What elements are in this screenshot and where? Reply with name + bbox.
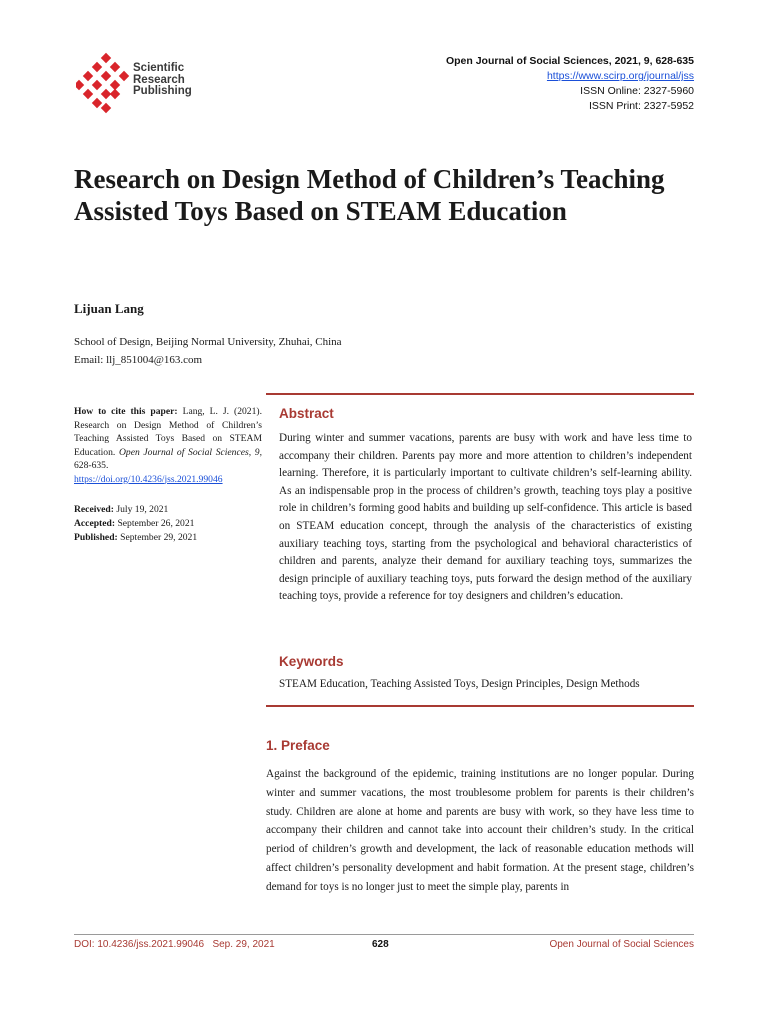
footer-rule — [74, 934, 694, 935]
affiliation-block — [74, 333, 342, 369]
footer-page-number: 628 — [372, 939, 389, 950]
abstract-heading: Abstract — [279, 406, 334, 421]
issn-online: ISSN Online: 2327-5960 — [580, 85, 694, 97]
footer-doi: DOI: 10.4236/jss.2021.99046 Sep. 29, 2021 — [74, 939, 275, 950]
logo-diamond — [92, 62, 102, 72]
author-name: Lijuan Lang — [74, 301, 144, 316]
abstract-text: During winter and summer vacations, parents are busy with work and have less time to accompany their children. Parents pay more and more attention to children’s independent learning. Therefore, it is particularly important to cultivate children’s self-learning ability. As an indispensable prop in the process of children’s growth, teaching toys play a positive role in children’s forming good habits and building up self-confidence. This article is based on STEAM education concept, through the analysis of the characteristics of existing auxiliary teaching toys, starting from the psychological and behavioral characteristics of children and parents, analyze their demand for auxiliary teaching toys, summarizes the design principle of auxiliary teaching toys, puts forward the design method of the auxiliary teaching toys, provide a reference for toy designers and children’s education. — [279, 432, 692, 603]
journal-url-link[interactable]: https://www.scirp.org/journal/jss — [546, 70, 694, 82]
journal-citation-line: Open Journal of Social Sciences, 2021, 9, 628-635 — [445, 55, 694, 67]
logo-diamond — [92, 80, 102, 90]
article-dates — [74, 503, 197, 545]
logo-diamond — [76, 80, 84, 90]
how-to-cite — [74, 405, 262, 486]
publisher-line-3: Publishing — [133, 85, 192, 97]
issn-print: ISSN Print: 2327-5952 — [588, 100, 694, 112]
logo-diamond — [101, 89, 111, 99]
logo-diamond — [110, 89, 120, 99]
preface-body: Against the background of the epidemic, training institutions are no longer popular. During winter and summer vacations, the most troublesome problem for parents is their children’s study. Children are alone at home and parents are busy with work, so they have less time to accompany their children and cannot take into account their children’s study. In the critical period of children’s growth and development, the lack of reasonable education methods will affect children’s personality development and habit formation. At the present stage, children’s demand for toys is no longer just to meet the simple play, parents in — [266, 768, 694, 893]
scirp-diamond-icon — [76, 52, 136, 114]
keywords-text: STEAM Education, Teaching Assisted Toys, Design Principles, Design Methods — [279, 678, 640, 690]
section-heading-preface: 1. Preface — [266, 738, 330, 753]
footer-journal: Open Journal of Social Sciences — [549, 939, 694, 950]
logo-diamond — [83, 71, 93, 81]
cite-journal: Open Journal of Social Sciences, 9, — [118, 446, 262, 458]
paper-title: Research on Design Method of Children’s Teaching Assisted Toys Based on STEAM Education — [74, 164, 665, 226]
logo-diamond — [101, 71, 111, 81]
logo-diamond — [110, 62, 120, 72]
logo-diamond — [119, 71, 129, 81]
abstract-bottom-rule — [266, 705, 694, 707]
received-date: Received: July 19, 2021 — [74, 504, 169, 515]
email: Email: llj_851004@163.com — [74, 354, 203, 366]
journal-info — [446, 54, 694, 114]
publisher-name — [133, 63, 192, 98]
cite-doi-link[interactable]: https://doi.org/10.4236/jss.2021.99046 — [74, 473, 223, 485]
cite-pages: 628-635. — [74, 460, 109, 471]
keywords-heading: Keywords — [279, 654, 344, 669]
cite-label: How to cite this paper: — [74, 406, 178, 417]
logo-diamond — [83, 89, 93, 99]
affiliation: School of Design, Beijing Normal University, Zhuhai, China — [74, 336, 342, 348]
published-date: Published: September 29, 2021 — [74, 532, 198, 543]
logo-diamond — [92, 98, 102, 108]
footer-date: Sep. 29, 2021 — [212, 939, 275, 950]
cite-text: Lang, L. J. (2021). Research on Design Method of Children’s Teaching Assisted Toys Based on STEAM Education. — [74, 406, 262, 458]
logo-diamond — [101, 53, 111, 63]
logo-diamond — [110, 80, 120, 90]
publisher-line-2: Research — [133, 73, 185, 86]
accepted-date: Accepted: September 26, 2021 — [74, 518, 195, 529]
publisher-line-1: Scientific — [133, 62, 185, 74]
logo-diamond — [101, 103, 111, 113]
abstract-top-rule — [266, 393, 694, 395]
